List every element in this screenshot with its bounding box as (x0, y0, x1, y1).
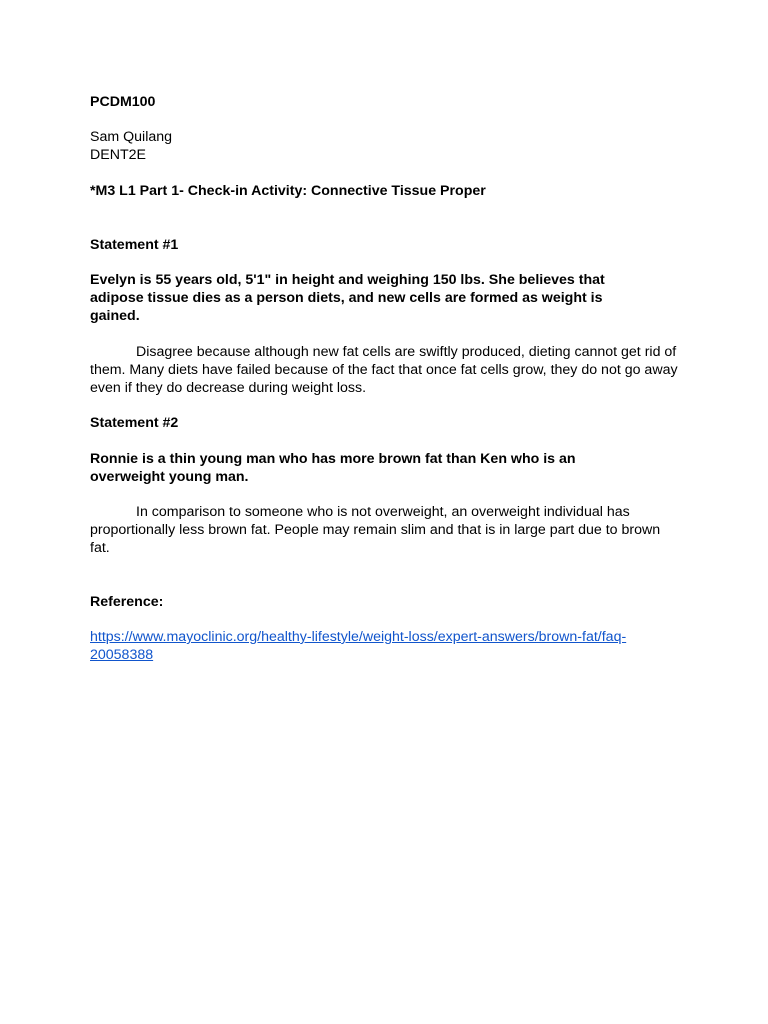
reference-url-line-1[interactable]: https://www.mayoclinic.org/healthy-lifestyle/weight-loss/expert-answers/brown-fat/faq- (90, 629, 627, 645)
statement-1-prompt: Evelyn is 55 years old, 5'1" in height and weighing 150 lbs. She believes that adipose tissue dies as a person diets, and new cells are formed as weight is gained. (90, 272, 605, 324)
activity-title: *M3 L1 Part 1- Check-in Activity: Connective Tissue Proper (90, 183, 486, 199)
reference-heading: Reference: (90, 594, 164, 610)
reference-link[interactable] (90, 628, 680, 664)
statement-2-prompt: Ronnie is a thin young man who has more brown fat than Ken who is an overweight young man. (90, 451, 576, 485)
section-code: DENT2E (90, 147, 146, 163)
statement-2-heading: Statement #2 (90, 415, 179, 431)
course-code: PCDM100 (90, 94, 156, 110)
statement-1-heading: Statement #1 (90, 237, 179, 253)
statement-1-answer: Disagree because although new fat cells are swiftly produced, dieting cannot get rid of them. Many diets have failed because of the fact that once fat cells grow, they do not go away even if they do decrease during weight loss. (90, 344, 678, 396)
reference-url-line-2[interactable]: 20058388 (90, 647, 154, 663)
statement-2-answer: In comparison to someone who is not overweight, an overweight individual has proportionally less brown fat. People may remain slim and that is in large part due to brown fat. (90, 504, 661, 556)
author-name: Sam Quilang (90, 129, 173, 145)
